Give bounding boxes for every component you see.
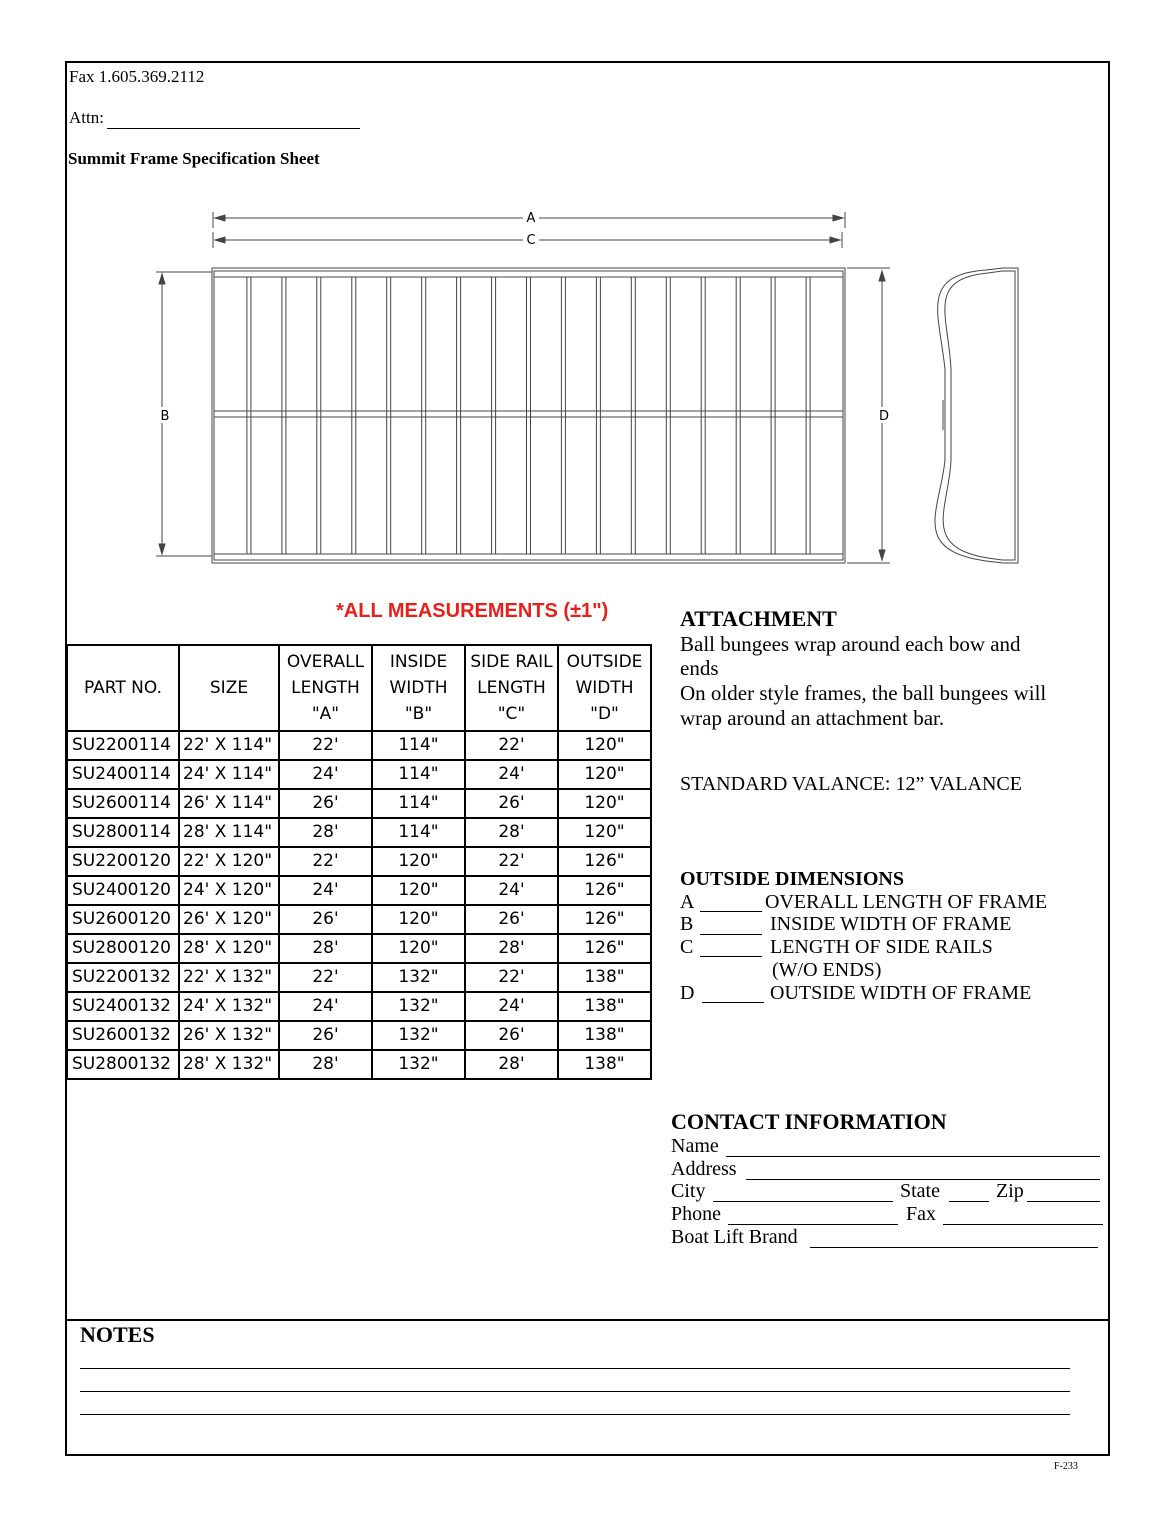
table-cell: 120" (372, 876, 465, 905)
outside-dimensions-heading: OUTSIDE DIMENSIONS (680, 868, 904, 890)
table-cell: 132" (372, 992, 465, 1021)
city-label: City (671, 1180, 706, 1202)
table-cell: 24' (279, 876, 372, 905)
table-cell: 28' (465, 818, 558, 847)
column-header-line: "A" (311, 704, 340, 724)
dim-label-d: D (878, 409, 890, 424)
attachment-heading: ATTACHMENT (680, 606, 837, 631)
name-field[interactable] (726, 1156, 1100, 1157)
dim-letter-b: B (680, 913, 694, 935)
contact-heading: CONTACT INFORMATION (671, 1109, 947, 1134)
column-header-line: SIDE RAIL (470, 652, 553, 672)
table-cell: 24' (465, 992, 558, 1021)
column-header-line: LENGTH (291, 678, 360, 698)
table-cell: 120" (558, 760, 651, 789)
boat-lift-brand-field[interactable] (810, 1247, 1098, 1248)
part-number-cell: SU2400114 (67, 760, 179, 789)
dim-desc-d: OUTSIDE WIDTH OF FRAME (770, 982, 1032, 1004)
table-cell: 22' (279, 847, 372, 876)
column-header-line: PART NO. (84, 678, 162, 698)
table-row (67, 847, 651, 876)
dim-label-a: A (526, 211, 536, 226)
table-row (67, 905, 651, 934)
table-cell: 126" (558, 905, 651, 934)
fax-label: Fax (906, 1203, 936, 1225)
table-cell: 24' (279, 760, 372, 789)
attachment-text-line: ends (680, 656, 719, 680)
table-cell: 126" (558, 847, 651, 876)
table-cell: 22' (465, 731, 558, 760)
column-header-line: "C" (497, 704, 526, 724)
table-row (67, 731, 651, 760)
dim-desc-c: LENGTH OF SIDE RAILS (770, 936, 993, 958)
table-cell: 26' X 114" (179, 789, 279, 818)
attn-label: Attn: (69, 108, 104, 127)
dim-field-c[interactable] (700, 956, 762, 957)
table-cell: 120" (558, 789, 651, 818)
table-cell: 28' (279, 818, 372, 847)
table-row (67, 760, 651, 789)
measurement-tolerance-note: *ALL MEASUREMENTS (±1") (336, 600, 609, 622)
column-header-line: "B" (404, 704, 433, 724)
column-header (558, 645, 651, 731)
table-cell: 114" (372, 731, 465, 760)
table-cell: 24' (279, 992, 372, 1021)
part-number-cell: SU2400132 (67, 992, 179, 1021)
dim-field-b[interactable] (700, 934, 762, 935)
table-cell: 24' (465, 760, 558, 789)
name-label: Name (671, 1135, 719, 1157)
dim-label-c: C (526, 233, 536, 248)
table-cell: 22' (279, 963, 372, 992)
dim-letter-d: D (680, 982, 695, 1004)
part-number-cell: SU2800114 (67, 818, 179, 847)
table-cell: 24' (465, 876, 558, 905)
zip-label: Zip (996, 1180, 1024, 1202)
table-cell: 26' (465, 1021, 558, 1050)
notes-heading: NOTES (80, 1322, 155, 1347)
part-number-cell: SU2800120 (67, 934, 179, 963)
table-cell: 26' (465, 789, 558, 818)
table-cell: 114" (372, 789, 465, 818)
table-cell: 132" (372, 1050, 465, 1079)
table-cell: 22' X 114" (179, 731, 279, 760)
table-cell: 22' X 120" (179, 847, 279, 876)
table-cell: 132" (372, 963, 465, 992)
part-number-cell: SU2200132 (67, 963, 179, 992)
notes-line[interactable] (80, 1391, 1070, 1392)
part-number-cell: SU2600114 (67, 789, 179, 818)
column-header-line: WIDTH (389, 678, 448, 698)
column-header-line: OVERALL (286, 652, 365, 672)
attachment-text-line: wrap around an attachment bar. (680, 706, 945, 730)
table-cell: 132" (372, 1021, 465, 1050)
city-field[interactable] (713, 1201, 893, 1202)
address-label: Address (671, 1158, 737, 1180)
attachment-text-line: On older style frames, the ball bungees will (680, 681, 1047, 705)
table-row (67, 818, 651, 847)
standard-valance: STANDARD VALANCE: 12” VALANCE (680, 773, 1022, 795)
part-number-cell: SU2400120 (67, 876, 179, 905)
table-row (67, 934, 651, 963)
table-cell: 24' X 132" (179, 992, 279, 1021)
table-cell: 26' (279, 1021, 372, 1050)
frame-drawing (150, 205, 1030, 575)
sheet-title: Summit Frame Specification Sheet (68, 149, 320, 168)
table-row (67, 789, 651, 818)
column-header (279, 645, 372, 731)
table-cell: 26' (279, 789, 372, 818)
table-row (67, 1021, 651, 1050)
table-row (67, 1050, 651, 1079)
table-cell: 120" (372, 934, 465, 963)
table-cell: 22' X 132" (179, 963, 279, 992)
table-cell: 26' (465, 905, 558, 934)
column-header (179, 645, 279, 731)
column-header-line: OUTSIDE (566, 652, 643, 672)
part-number-cell: SU2600120 (67, 905, 179, 934)
state-label: State (900, 1180, 940, 1202)
column-header-line: SIZE (209, 678, 249, 698)
dim-desc-a: OVERALL LENGTH OF FRAME (765, 891, 1048, 913)
column-header-line: INSIDE (389, 652, 448, 672)
zip-field[interactable] (1027, 1201, 1100, 1202)
table-cell: 126" (558, 876, 651, 905)
table-cell: 28' (465, 1050, 558, 1079)
table-cell: 138" (558, 963, 651, 992)
table-row (67, 963, 651, 992)
dim-field-a[interactable] (700, 911, 762, 912)
table-cell: 28' (279, 934, 372, 963)
fax-field[interactable] (943, 1224, 1103, 1225)
table-cell: 24' X 114" (179, 760, 279, 789)
table-cell: 138" (558, 1021, 651, 1050)
notes-divider (65, 1319, 1110, 1321)
table-cell: 28' X 132" (179, 1050, 279, 1079)
table-row (67, 876, 651, 905)
part-number-cell: SU2200120 (67, 847, 179, 876)
dim-desc-b: INSIDE WIDTH OF FRAME (770, 913, 1012, 935)
table-cell: 138" (558, 992, 651, 1021)
table-row (67, 992, 651, 1021)
table-cell: 22' (465, 963, 558, 992)
table-cell: 114" (372, 760, 465, 789)
dim-letter-c: C (680, 936, 694, 958)
part-number-cell: SU2600132 (67, 1021, 179, 1050)
column-header-line: "D" (590, 704, 619, 724)
table-header-row (67, 645, 651, 731)
table-cell: 24' X 120" (179, 876, 279, 905)
column-header-line: LENGTH (477, 678, 546, 698)
table-cell: 28' (279, 1050, 372, 1079)
boat-lift-brand-label: Boat Lift Brand (671, 1226, 798, 1248)
part-number-cell: SU2200114 (67, 731, 179, 760)
table-cell: 22' (279, 731, 372, 760)
table-cell: 26' (279, 905, 372, 934)
table-cell: 26' X 120" (179, 905, 279, 934)
dim-letter-a: A (680, 891, 695, 913)
attn-field[interactable] (107, 128, 360, 129)
attachment-text-line: Ball bungees wrap around each bow and (680, 632, 1021, 656)
table-cell: 28' X 120" (179, 934, 279, 963)
table-cell: 28' X 114" (179, 818, 279, 847)
table-cell: 120" (372, 905, 465, 934)
part-number-cell: SU2800132 (67, 1050, 179, 1079)
table-cell: 126" (558, 934, 651, 963)
notes-line[interactable] (80, 1414, 1070, 1415)
phone-field[interactable] (728, 1224, 898, 1225)
table-cell: 138" (558, 1050, 651, 1079)
column-header-line: WIDTH (575, 678, 634, 698)
notes-line[interactable] (80, 1368, 1070, 1369)
fax-number: Fax 1.605.369.2112 (69, 67, 205, 86)
column-header (372, 645, 465, 731)
spec-table (66, 644, 652, 1080)
table-cell: 120" (372, 847, 465, 876)
table-cell: 114" (372, 818, 465, 847)
state-field[interactable] (949, 1201, 989, 1202)
form-code: F-233 (1054, 1461, 1078, 1472)
table-cell: 120" (558, 818, 651, 847)
column-header (67, 645, 179, 731)
table-cell: 26' X 132" (179, 1021, 279, 1050)
table-cell: 28' (465, 934, 558, 963)
table-cell: 120" (558, 731, 651, 760)
phone-label: Phone (671, 1203, 721, 1225)
dim-label-b: B (160, 409, 170, 424)
dim-desc-c-note: (W/O ENDS) (772, 959, 882, 981)
table-cell: 22' (465, 847, 558, 876)
dim-field-d[interactable] (702, 1002, 764, 1003)
column-header (465, 645, 558, 731)
